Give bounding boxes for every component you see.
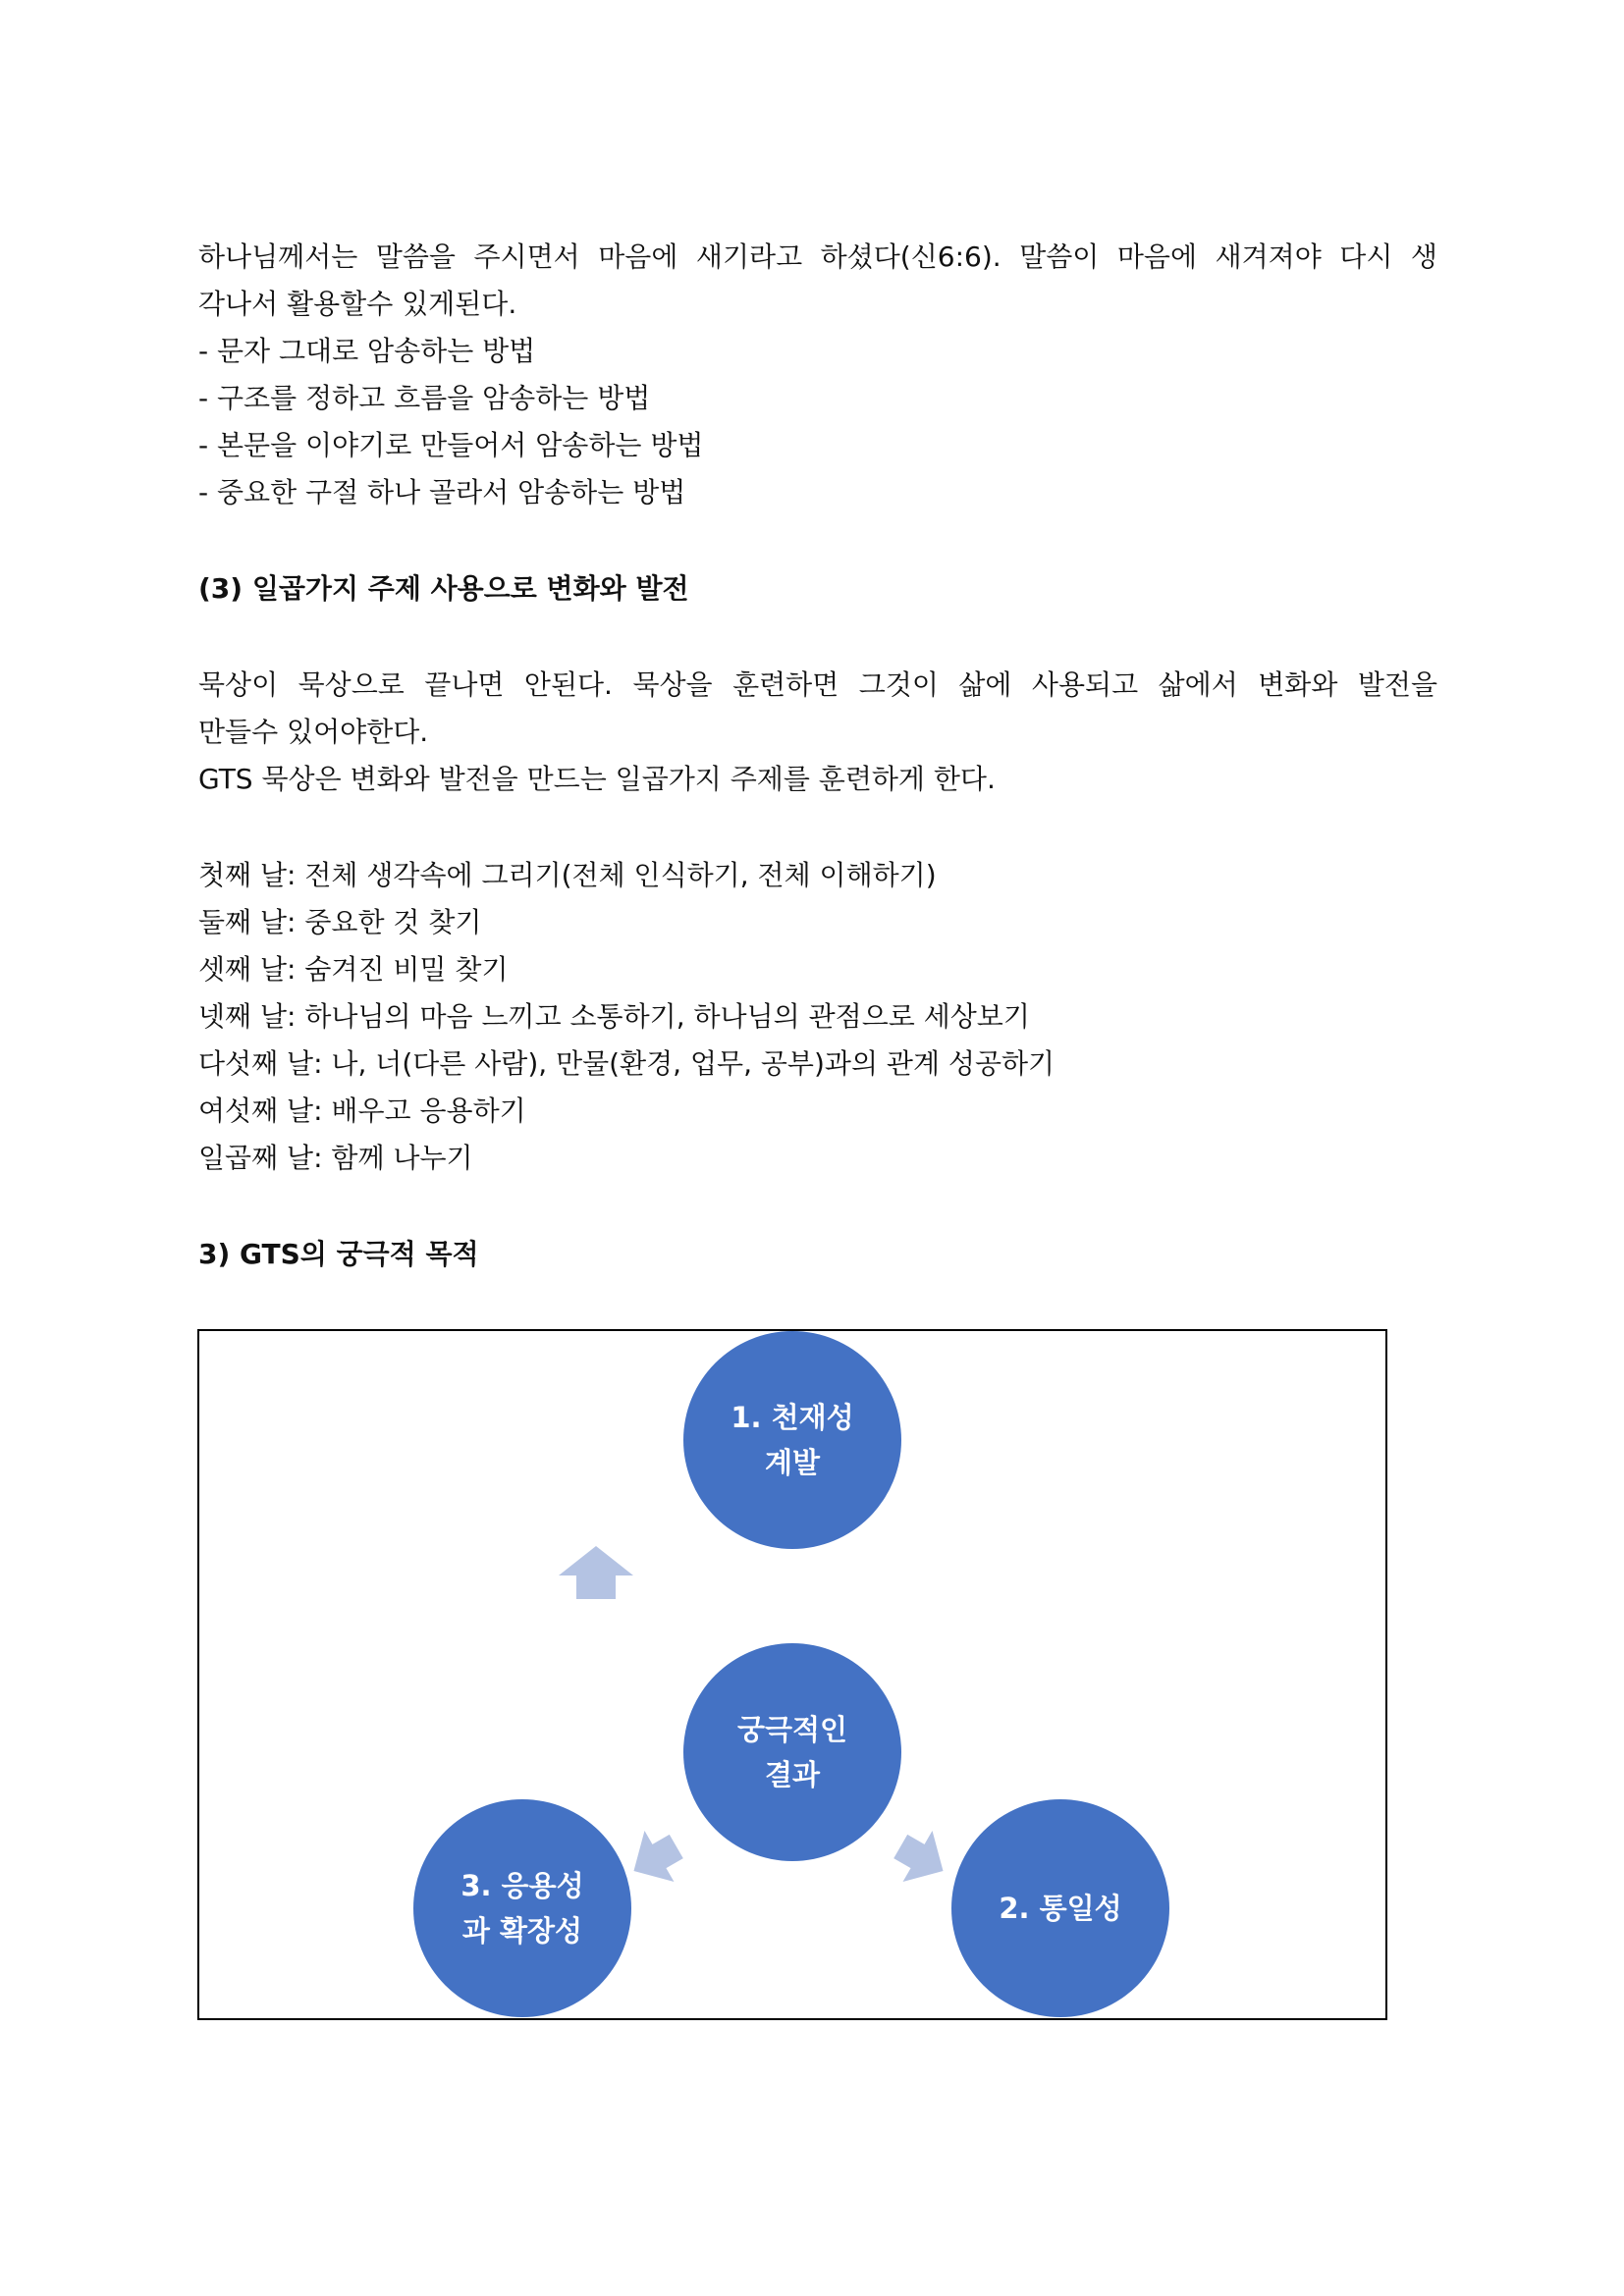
list-item: - 본문을 이야기로 만들어서 암송하는 방법 [198,429,704,461]
paragraph-line: 각나서 활용할수 있게된다. [198,288,517,320]
section-heading: (3) 일곱가지 주제 사용으로 변화와 발전 [198,572,689,605]
diagram-node-left: 3. 응용성 과 확장성 [413,1799,631,2017]
diagram-node-top: 1. 천재성 계발 [683,1331,901,1549]
paragraph-line: 묵상이 묵상으로 끝나면 안된다. 묵상을 훈련하면 그것이 삶에 사용되고 삶에서 변화와 발전을 [198,668,1437,701]
diagram-node-right: 2. 통일성 [951,1799,1169,2017]
arrow-down-left-icon [619,1821,690,1896]
diagram-node-center: 궁극적인 결과 [683,1643,901,1861]
section-heading: 3) GTS의 궁극적 목적 [198,1238,479,1270]
list-item: - 구조를 정하고 흐름을 암송하는 방법 [198,382,651,414]
day-item: 셋째 날: 숨겨진 비밀 찾기 [198,953,509,986]
day-item: 일곱째 날: 함께 나누기 [198,1142,473,1174]
day-item: 둘째 날: 중요한 것 찾기 [198,906,482,938]
list-item: - 문자 그대로 암송하는 방법 [198,335,536,367]
day-item: 다섯째 날: 나, 너(다른 사람), 만물(환경, 업무, 공부)과의 관계 성공하기 [198,1047,1056,1080]
paragraph-line: GTS 묵상은 변화와 발전을 만드는 일곱가지 주제를 훈련하게 한다. [198,763,996,795]
day-item: 넷째 날: 하나님의 마음 느끼고 소통하기, 하나님의 관점으로 세상보기 [198,1000,1030,1033]
paragraph-line: 만들수 있어야한다. [198,716,429,748]
arrow-down-right-icon [886,1821,957,1896]
purpose-diagram [197,1329,1387,2020]
paragraph-line: 하나님께서는 말씀을 주시면서 마음에 새기라고 하셨다(신6:6). 말씀이 마음에 새겨져야 다시 생 [198,240,1437,273]
day-item: 첫째 날: 전체 생각속에 그리기(전체 인식하기, 전체 이해하기) [198,859,937,891]
day-item: 여섯째 날: 배우고 응용하기 [198,1095,526,1127]
arrow-up-icon [559,1546,633,1599]
list-item: - 중요한 구절 하나 골라서 암송하는 방법 [198,476,686,508]
